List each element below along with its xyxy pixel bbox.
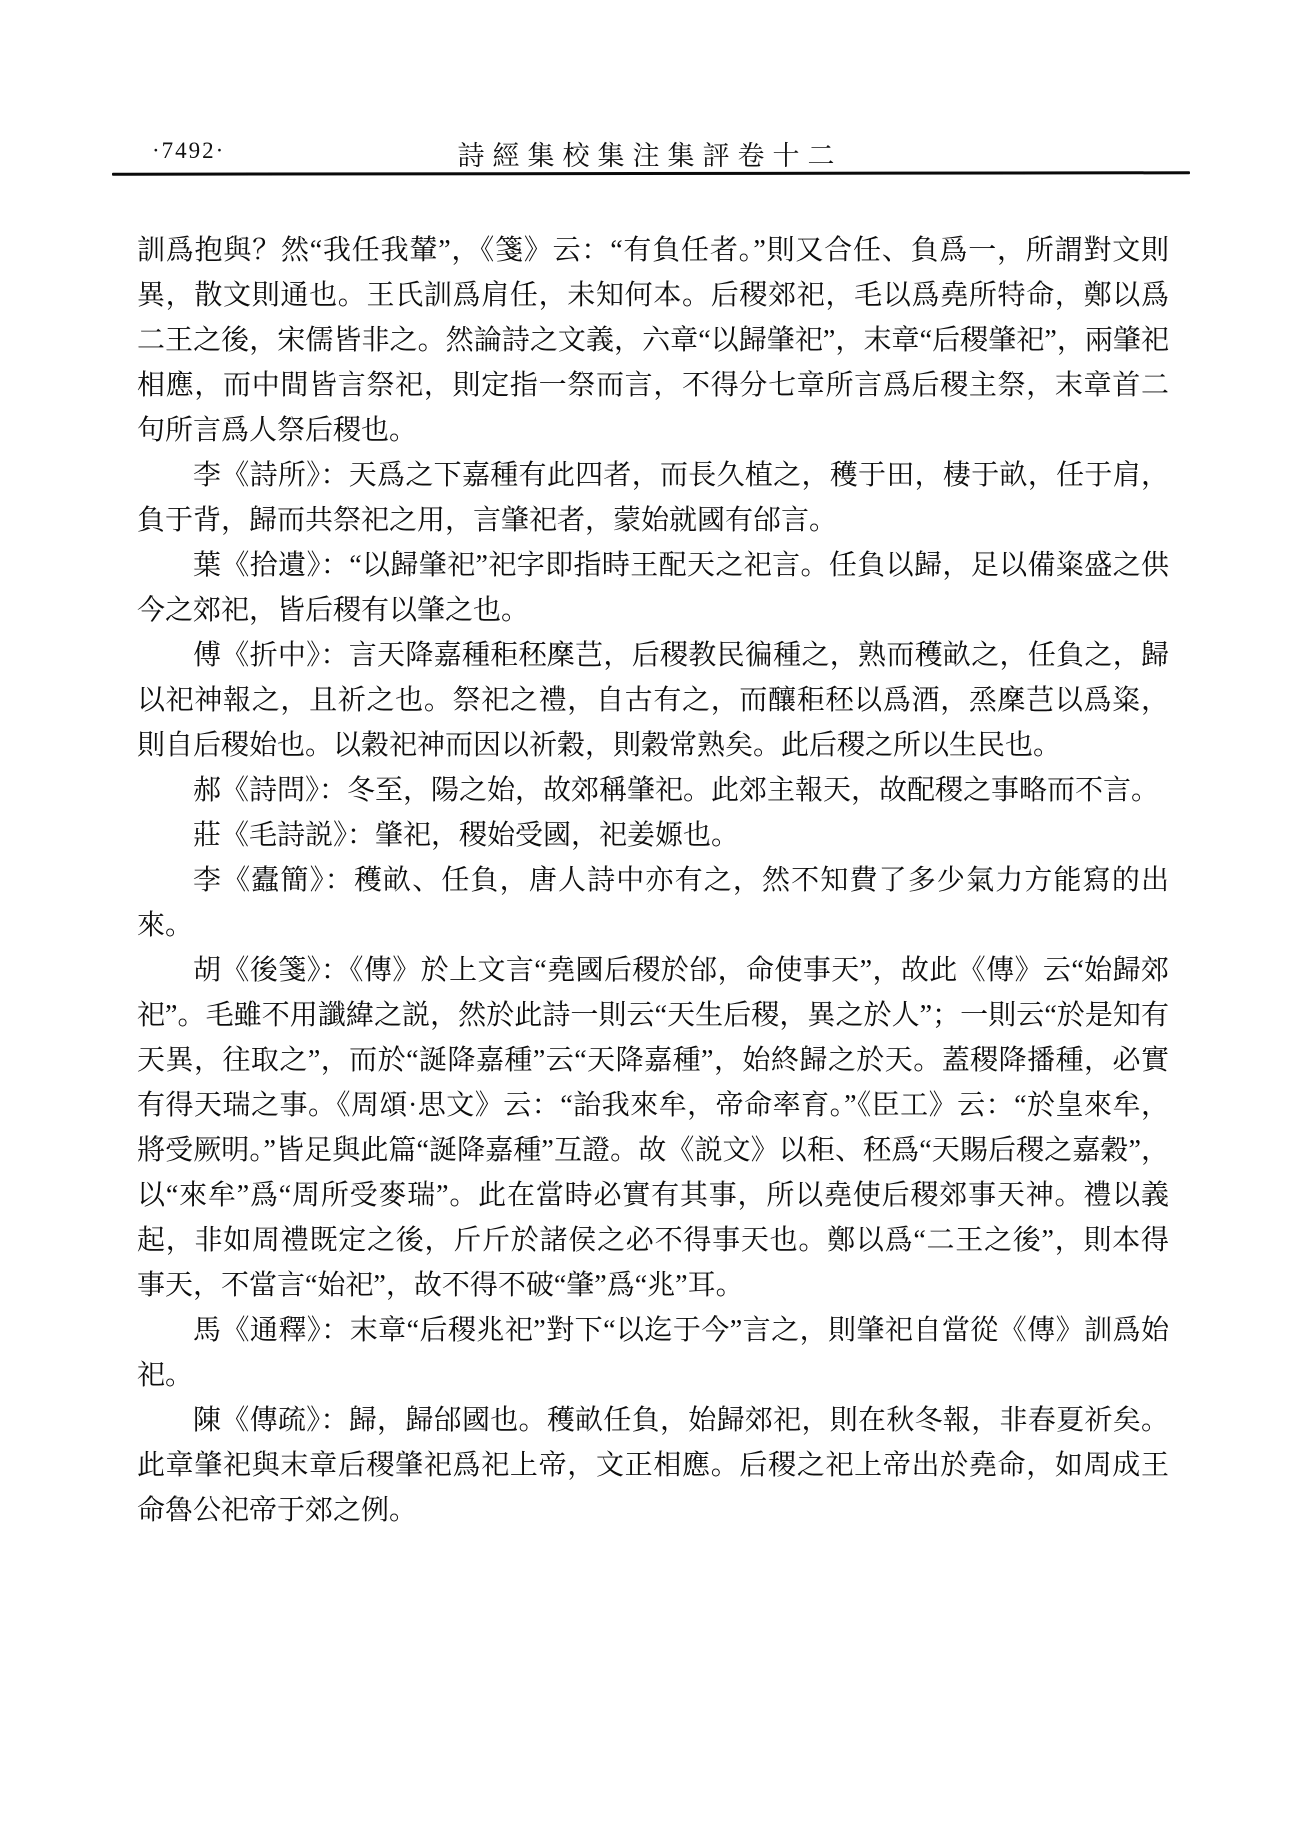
- header-rule: [112, 171, 1190, 176]
- paragraph: 李《蠹簡》：穫畝、任負，唐人詩中亦有之，然不知費了多少氣力方能寫的出來。: [137, 865, 1169, 941]
- paragraph: 葉《拾遺》：“以歸肇祀”祀字即指時王配天之祀言。任負以歸，足以備粢盛之供今之郊祀，皆后稷有以肇之也。: [137, 550, 1169, 626]
- page-header-title: 詩經集校集注集評卷十二: [457, 141, 843, 171]
- paragraph: 郝《詩問》：冬至，陽之始，故郊稱肇祀。此郊主報天，故配稷之事略而不言。: [193, 775, 1160, 806]
- page-number: ·7492·: [152, 138, 226, 163]
- paragraph: 胡《後箋》：《傳》於上文言“堯國后稷於邰，命使事天”，故此《傳》云“始歸郊祀”。毛雖不用讖緯之説，然於此詩一則云“天生后稷，異之於人”；一則云“於是知有天異，往取之”，而於“誕降嘉種”云“天降嘉種”，始終歸之於天。蓋稷降播種，必實有得天瑞之事。《周頌·思文》云：“詒我來牟，帝命率育。”《臣工》云：“於皇來牟，將受厥明。”皆足與此篇“誕降嘉種”互證。故《説文》以秬、秠爲“天賜后稷之嘉穀”，以“來牟”爲“周所受麥瑞”。此在當時必實有其事，所以堯使后稷郊事天神。禮以義起，非如周禮既定之後，斤斤於諸侯之必不得事天也。鄭以爲“二王之後”，則本得事天，不當言“始祀”，故不得不破“肇”爲“兆”耳。: [137, 955, 1169, 1301]
- paragraph: 馬《通釋》：末章“后稷兆祀”對下“以迄于今”言之，則肇祀自當從《傳》訓爲始祀。: [137, 1315, 1169, 1391]
- paragraph: 莊《毛詩説》：肇祀，稷始受國，祀姜嫄也。: [193, 820, 740, 851]
- paragraph: 傅《折中》：言天降嘉種秬秠穈芑，后稷教民徧種之，熟而穫畝之，任負之，歸以祀神報之，且祈之也。祭祀之禮，自古有之，而釀秬秠以爲酒，烝穈芑以爲粢，則自后稷始也。以穀祀神而因以祈穀，則穀常熟矣。此后稷之所以生民也。: [137, 640, 1169, 761]
- paragraph: 陳《傳疏》：歸，歸邰國也。穫畝任負，始歸郊祀，則在秋冬報，非春夏祈矣。此章肇祀與末章后稷肇祀爲祀上帝，文正相應。后稷之祀上帝出於堯命，如周成王命魯公祀帝于郊之例。: [137, 1405, 1169, 1526]
- running-header: [0, 132, 1300, 171]
- paragraph: 李《詩所》：天爲之下嘉種有此四者，而長久植之，穫于田，棲于畝，任于肩，負于背，歸而共祭祀之用，言肇祀者，蒙始就國有邰言。: [137, 460, 1169, 536]
- paragraph: 訓爲抱與？然“我任我輦”，《箋》云：“有負任者。”則又合任、負爲一，所謂對文則異，散文則通也。王氏訓爲肩任，未知何本。后稷郊祀，毛以爲堯所特命，鄭以爲二王之後，宋儒皆非之。然論詩之文義，六章“以歸肇祀”，末章“后稷肇祀”，兩肇祀相應，而中間皆言祭祀，則定指一祭而言，不得分七章所言爲后稷主祭，末章首二句所言爲人祭后稷也。: [137, 235, 1169, 446]
- text-content: [137, 228, 1169, 1533]
